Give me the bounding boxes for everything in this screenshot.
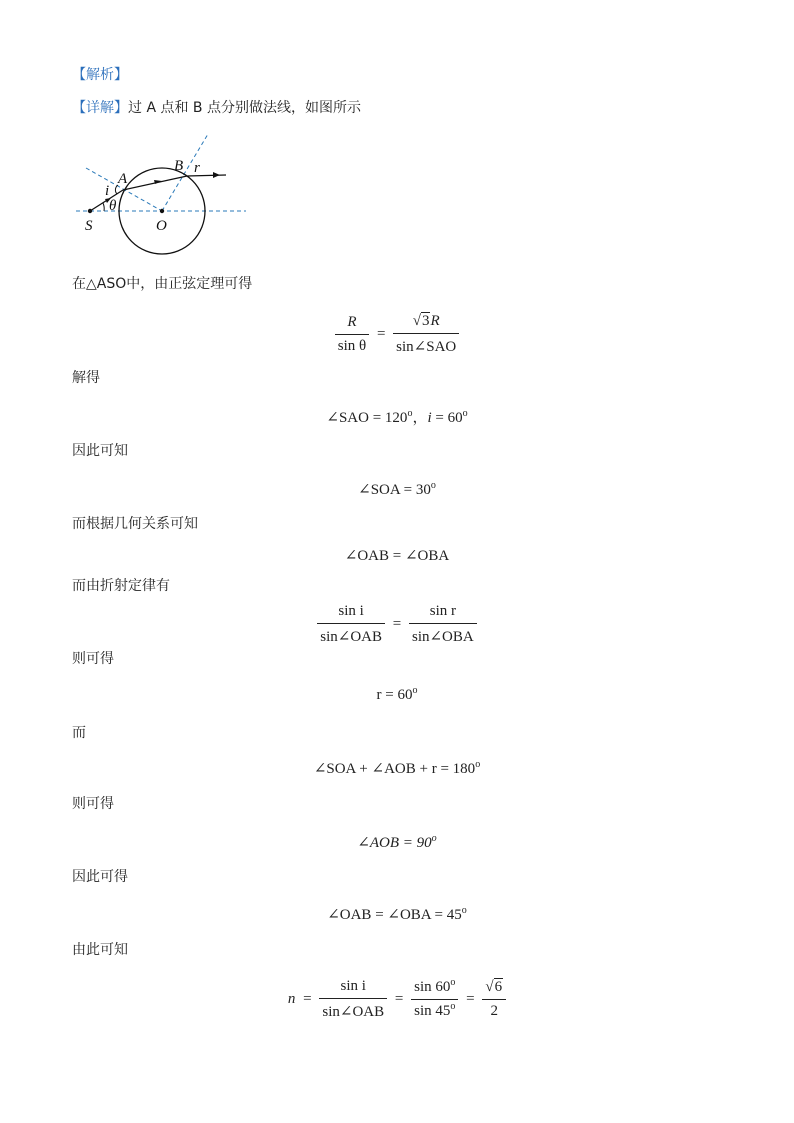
label-o: O <box>156 218 167 234</box>
detail-heading: 【详解】 <box>72 100 128 116</box>
label-theta: θ <box>109 198 117 214</box>
equation-refractive-index: n = $\frac{\text{sin i}}{\text{sin∠OAB}}$ = $\frac{\sin 60^o}{\sin 45^o}$ = $\frac{√6}{2}$ <box>0 978 794 1021</box>
analysis-heading: 【解析】 <box>72 67 128 83</box>
step-1-text: 在△ASO中，由正弦定理可得 <box>72 276 253 292</box>
step-8-text: 则可得 <box>72 796 114 812</box>
label-b: B <box>174 158 184 174</box>
normal-at-b <box>162 134 208 211</box>
refraction-figure <box>70 126 250 258</box>
emergent-arrow <box>213 172 220 178</box>
step-10-text: 由此可知 <box>72 942 128 958</box>
label-a: A <box>118 171 128 187</box>
emergent-ray <box>187 175 226 176</box>
equation-r: $r = 60^o$ <box>376 685 418 703</box>
equation-sao: ∠SAO = $120^o$，$i = 60^o$ <box>326 408 468 426</box>
step-2-text: 解得 <box>72 370 100 386</box>
step-9-text: 因此可得 <box>72 869 128 885</box>
equation-aob: ∠AOB = $90^o$ <box>357 833 437 851</box>
equation-oab-45: ∠OAB = ∠OBA = $45^o$ <box>327 905 467 923</box>
detail-line <box>72 99 361 117</box>
step-5-text: 而由折射定律有 <box>72 578 170 594</box>
equation-oab-oba: ∠OAB = ∠OBA <box>344 548 450 564</box>
step-7-text: 而 <box>72 725 86 741</box>
point-o <box>160 209 164 213</box>
label-i: i <box>105 183 110 199</box>
step-4-text: 而根据几何关系可知 <box>72 516 198 532</box>
point-s <box>88 209 92 213</box>
step-6-text: 则可得 <box>72 651 114 667</box>
equation-soa: ∠SOA = $30^o$ <box>358 480 436 498</box>
label-s: S <box>85 218 93 234</box>
equation-snell: $\frac{\text{sin i}}{\text{sin∠OAB}}$ = $\frac{\text{sin r}}{\text{sin∠OBA}}$ <box>0 603 794 646</box>
label-r: r <box>194 160 200 176</box>
equation-sine-law: $\frac{R}{\text{sin θ}}$ = $\frac{√3R}{\text{sin∠SAO}}$ <box>0 313 794 356</box>
step-3-text: 因此可知 <box>72 443 128 459</box>
angle-theta-arc <box>103 203 104 211</box>
detail-text: 过 A 点和 B 点分别做法线，如图所示 <box>128 100 361 116</box>
equation-angle-sum: ∠SOA + ∠AOB + $r = 180^o$ <box>313 759 481 777</box>
